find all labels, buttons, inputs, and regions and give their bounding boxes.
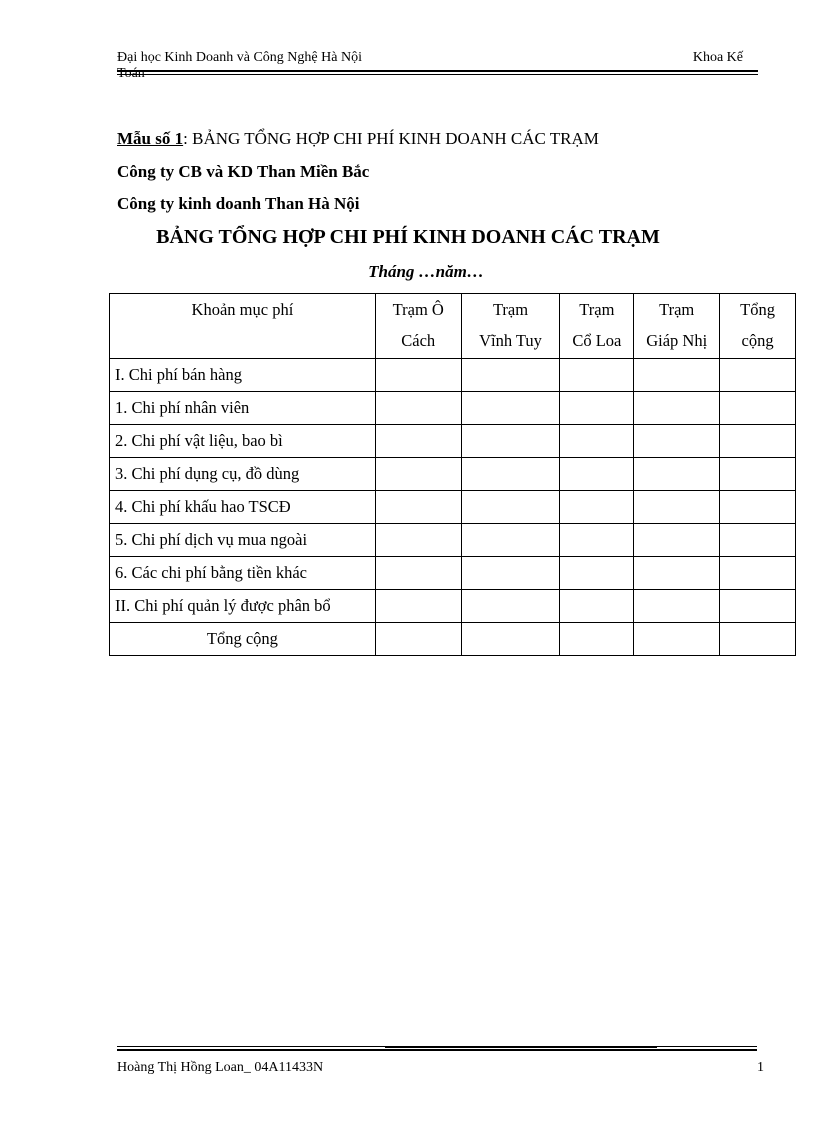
total-label: Tổng cộng [110, 623, 376, 656]
report-period: Tháng …năm… [368, 262, 484, 281]
column-header-cost-item: Khoản mục phí [110, 294, 376, 359]
page-number: 1 [757, 1060, 764, 1075]
column-header-o-cach: Trạm Ô Cách [375, 294, 461, 359]
table-row [110, 524, 796, 557]
column-header-vinh-tuy: Trạm Vĩnh Tuy [461, 294, 560, 359]
form-label: Mẫu số 1 [117, 129, 184, 148]
row-label: 2. Chi phí vật liệu, bao bì [110, 425, 376, 458]
footer-author: Hoàng Thị Hồng Loan_ 04A11433N [117, 1060, 324, 1075]
report-title: BẢNG TỔNG HỢP CHI PHÍ KINH DOANH CÁC TRẠM [156, 226, 660, 248]
row-label: II. Chi phí quản lý được phân bổ [110, 590, 376, 623]
header-institution: Đại học Kinh Doanh và Công Nghệ Hà Nội [117, 50, 362, 65]
column-header-total: Tổng cộng [720, 294, 796, 359]
row-label: I. Chi phí bán hàng [110, 359, 376, 392]
header-faculty-wrap: Toán [117, 66, 145, 81]
form-title: BẢNG TỔNG HỢP CHI PHÍ KINH DOANH CÁC TRẠM [187, 129, 599, 148]
table-total-row [110, 623, 796, 656]
company-name: Công ty kinh doanh Than Hà Nội [117, 194, 360, 213]
table-row [110, 425, 796, 458]
row-label: 3. Chi phí dụng cụ, đồ dùng [110, 458, 376, 491]
cost-summary-table [109, 293, 796, 656]
footer-rule-thick [117, 1049, 757, 1051]
row-label: 6. Các chi phí bằng tiền khác [110, 557, 376, 590]
row-label: 5. Chi phí dịch vụ mua ngoài [110, 524, 376, 557]
table-row [110, 392, 796, 425]
column-header-co-loa: Trạm Cổ Loa [560, 294, 634, 359]
company-parent: Công ty CB và KD Than Miền Bắc [117, 162, 370, 181]
table-row [110, 590, 796, 623]
table-header-row [110, 294, 796, 359]
table-row [110, 491, 796, 524]
form-separator: : [183, 129, 188, 148]
form-line [117, 129, 599, 149]
table-row [110, 359, 796, 392]
table-row [110, 557, 796, 590]
table-row [110, 458, 796, 491]
header-rule-thin [117, 74, 758, 75]
footer-rule-accent [385, 1046, 657, 1048]
column-header-giap-nhi: Trạm Giáp Nhị [634, 294, 720, 359]
header-rule [117, 70, 758, 72]
row-label: 4. Chi phí khấu hao TSCĐ [110, 491, 376, 524]
header-faculty: Khoa Kế [692, 50, 743, 65]
row-label: 1. Chi phí nhân viên [110, 392, 376, 425]
